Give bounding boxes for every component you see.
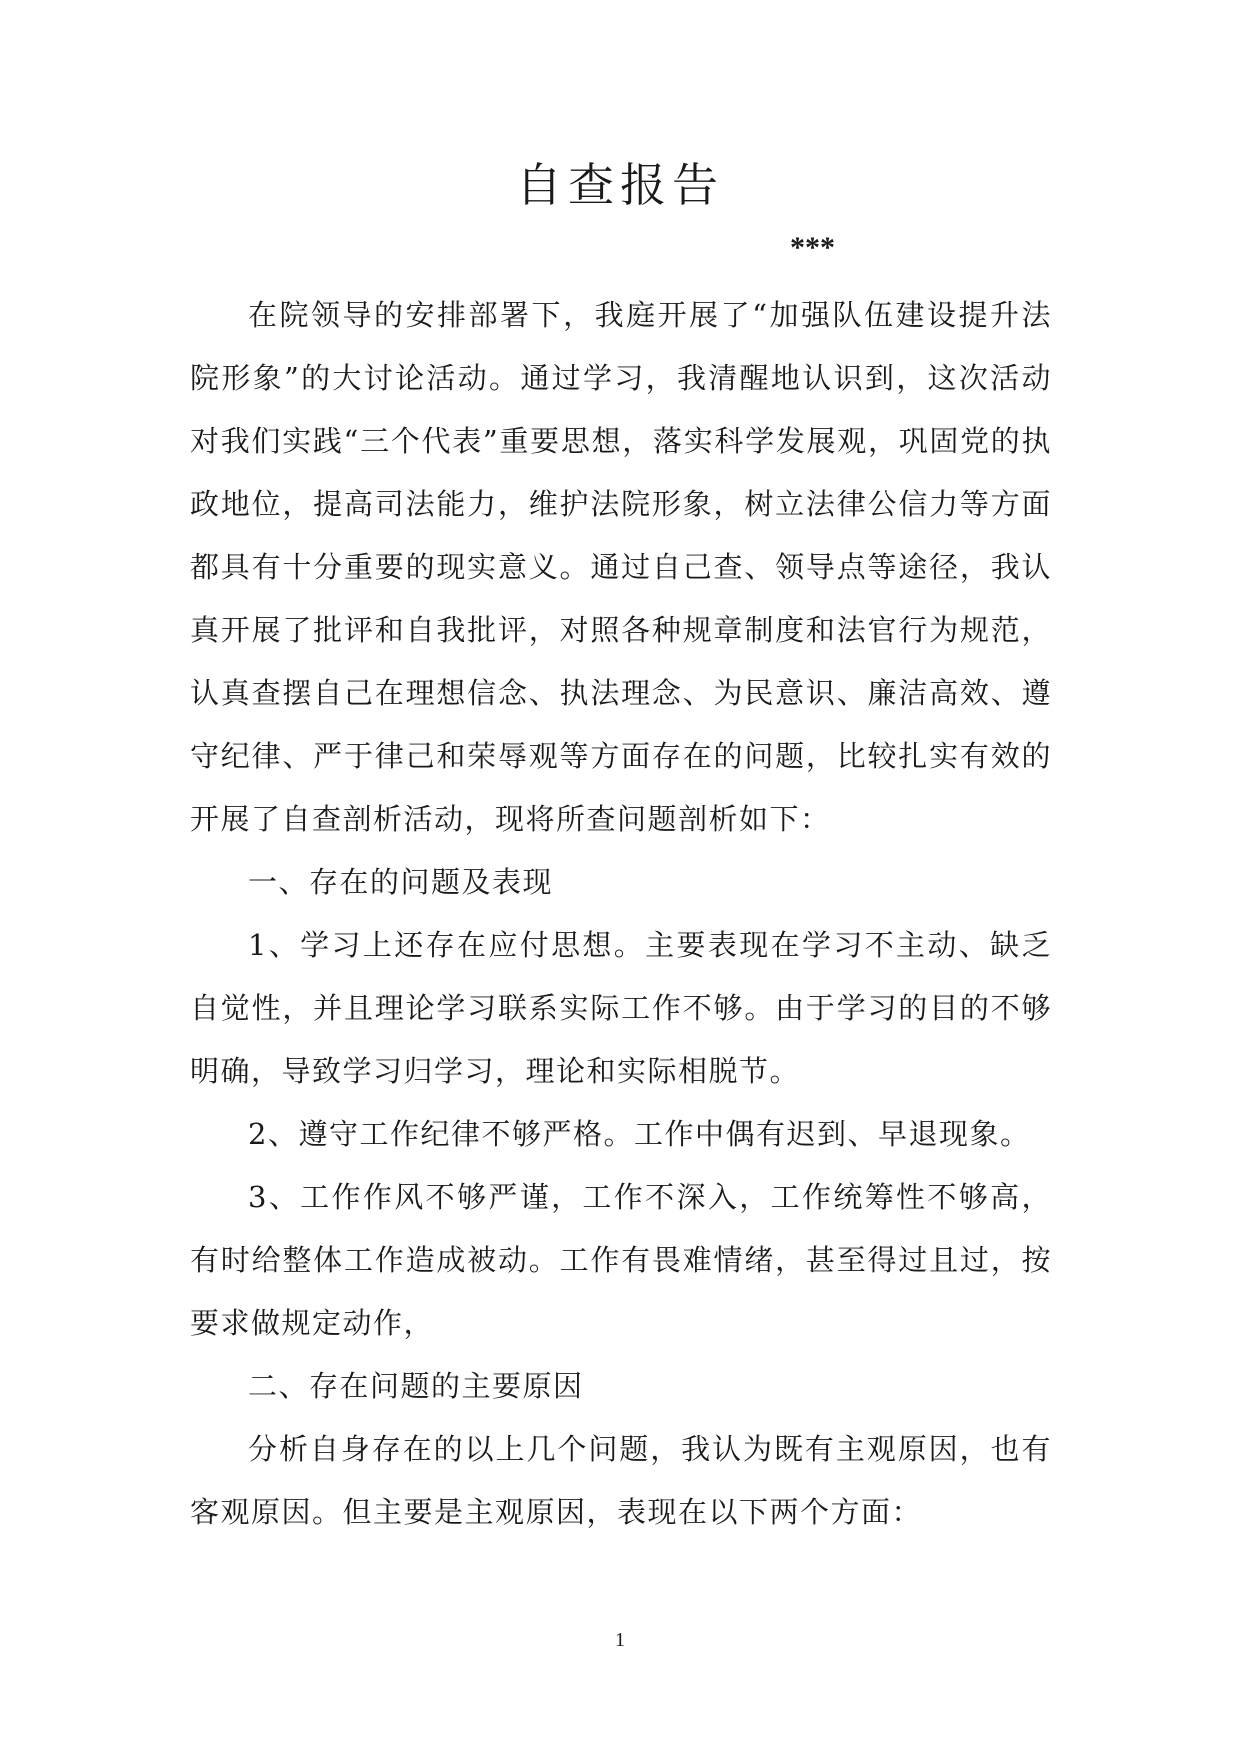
paragraph-intro: 在院领导的安排部署下，我庭开展了“加强队伍建设提升法院形象”的大讨论活动。通过学习，我清醒地认识到，这次活动对我们实践“三个代表”重要思想，落实科学发展观，巩固党的执政地位，提高司法能力，维护法院形象，树立法律公信力等方面都具有十分重要的现实意义。通过自己查、领导点等途径，我认真开展了批评和自我批评，对照各种规章制度和法官行为规范，认真查摆自己在理想信念、执法理念、为民意识、廉洁高效、遵守纪律、严于律己和荣辱观等方面存在的问题，比较扎实有效的开展了自查剖析活动，现将所查问题剖析如下： <box>190 298 1052 836</box>
document-title: 自查报告 <box>516 158 724 212</box>
author-line: *** <box>790 231 835 264</box>
document-body <box>190 284 1052 1544</box>
paragraph-problem-3: 3、工作作风不够严谨，工作不深入，工作统筹性不够高，有时给整体工作造成被动。工作有畏难情绪，甚至得过且过，按要求做规定动作， <box>190 1180 1052 1340</box>
page-number: 1 <box>615 1629 625 1651</box>
section-heading-problems: 一、存在的问题及表现 <box>248 865 554 899</box>
paragraph-problem-1: 1、学习上还存在应付思想。主要表现在学习不主动、缺乏自觉性，并且理论学习联系实际工作不够。由于学习的目的不够明确，导致学习归学习，理论和实际相脱节。 <box>190 928 1052 1088</box>
paragraph-causes: 分析自身存在的以上几个问题，我认为既有主观原因，也有客观原因。但主要是主观原因，表现在以下两个方面： <box>190 1432 1052 1529</box>
section-heading-causes: 二、存在问题的主要原因 <box>248 1369 584 1403</box>
paragraph-problem-2: 2、遵守工作纪律不够严格。工作中偶有迟到、早退现象。 <box>248 1117 1031 1151</box>
